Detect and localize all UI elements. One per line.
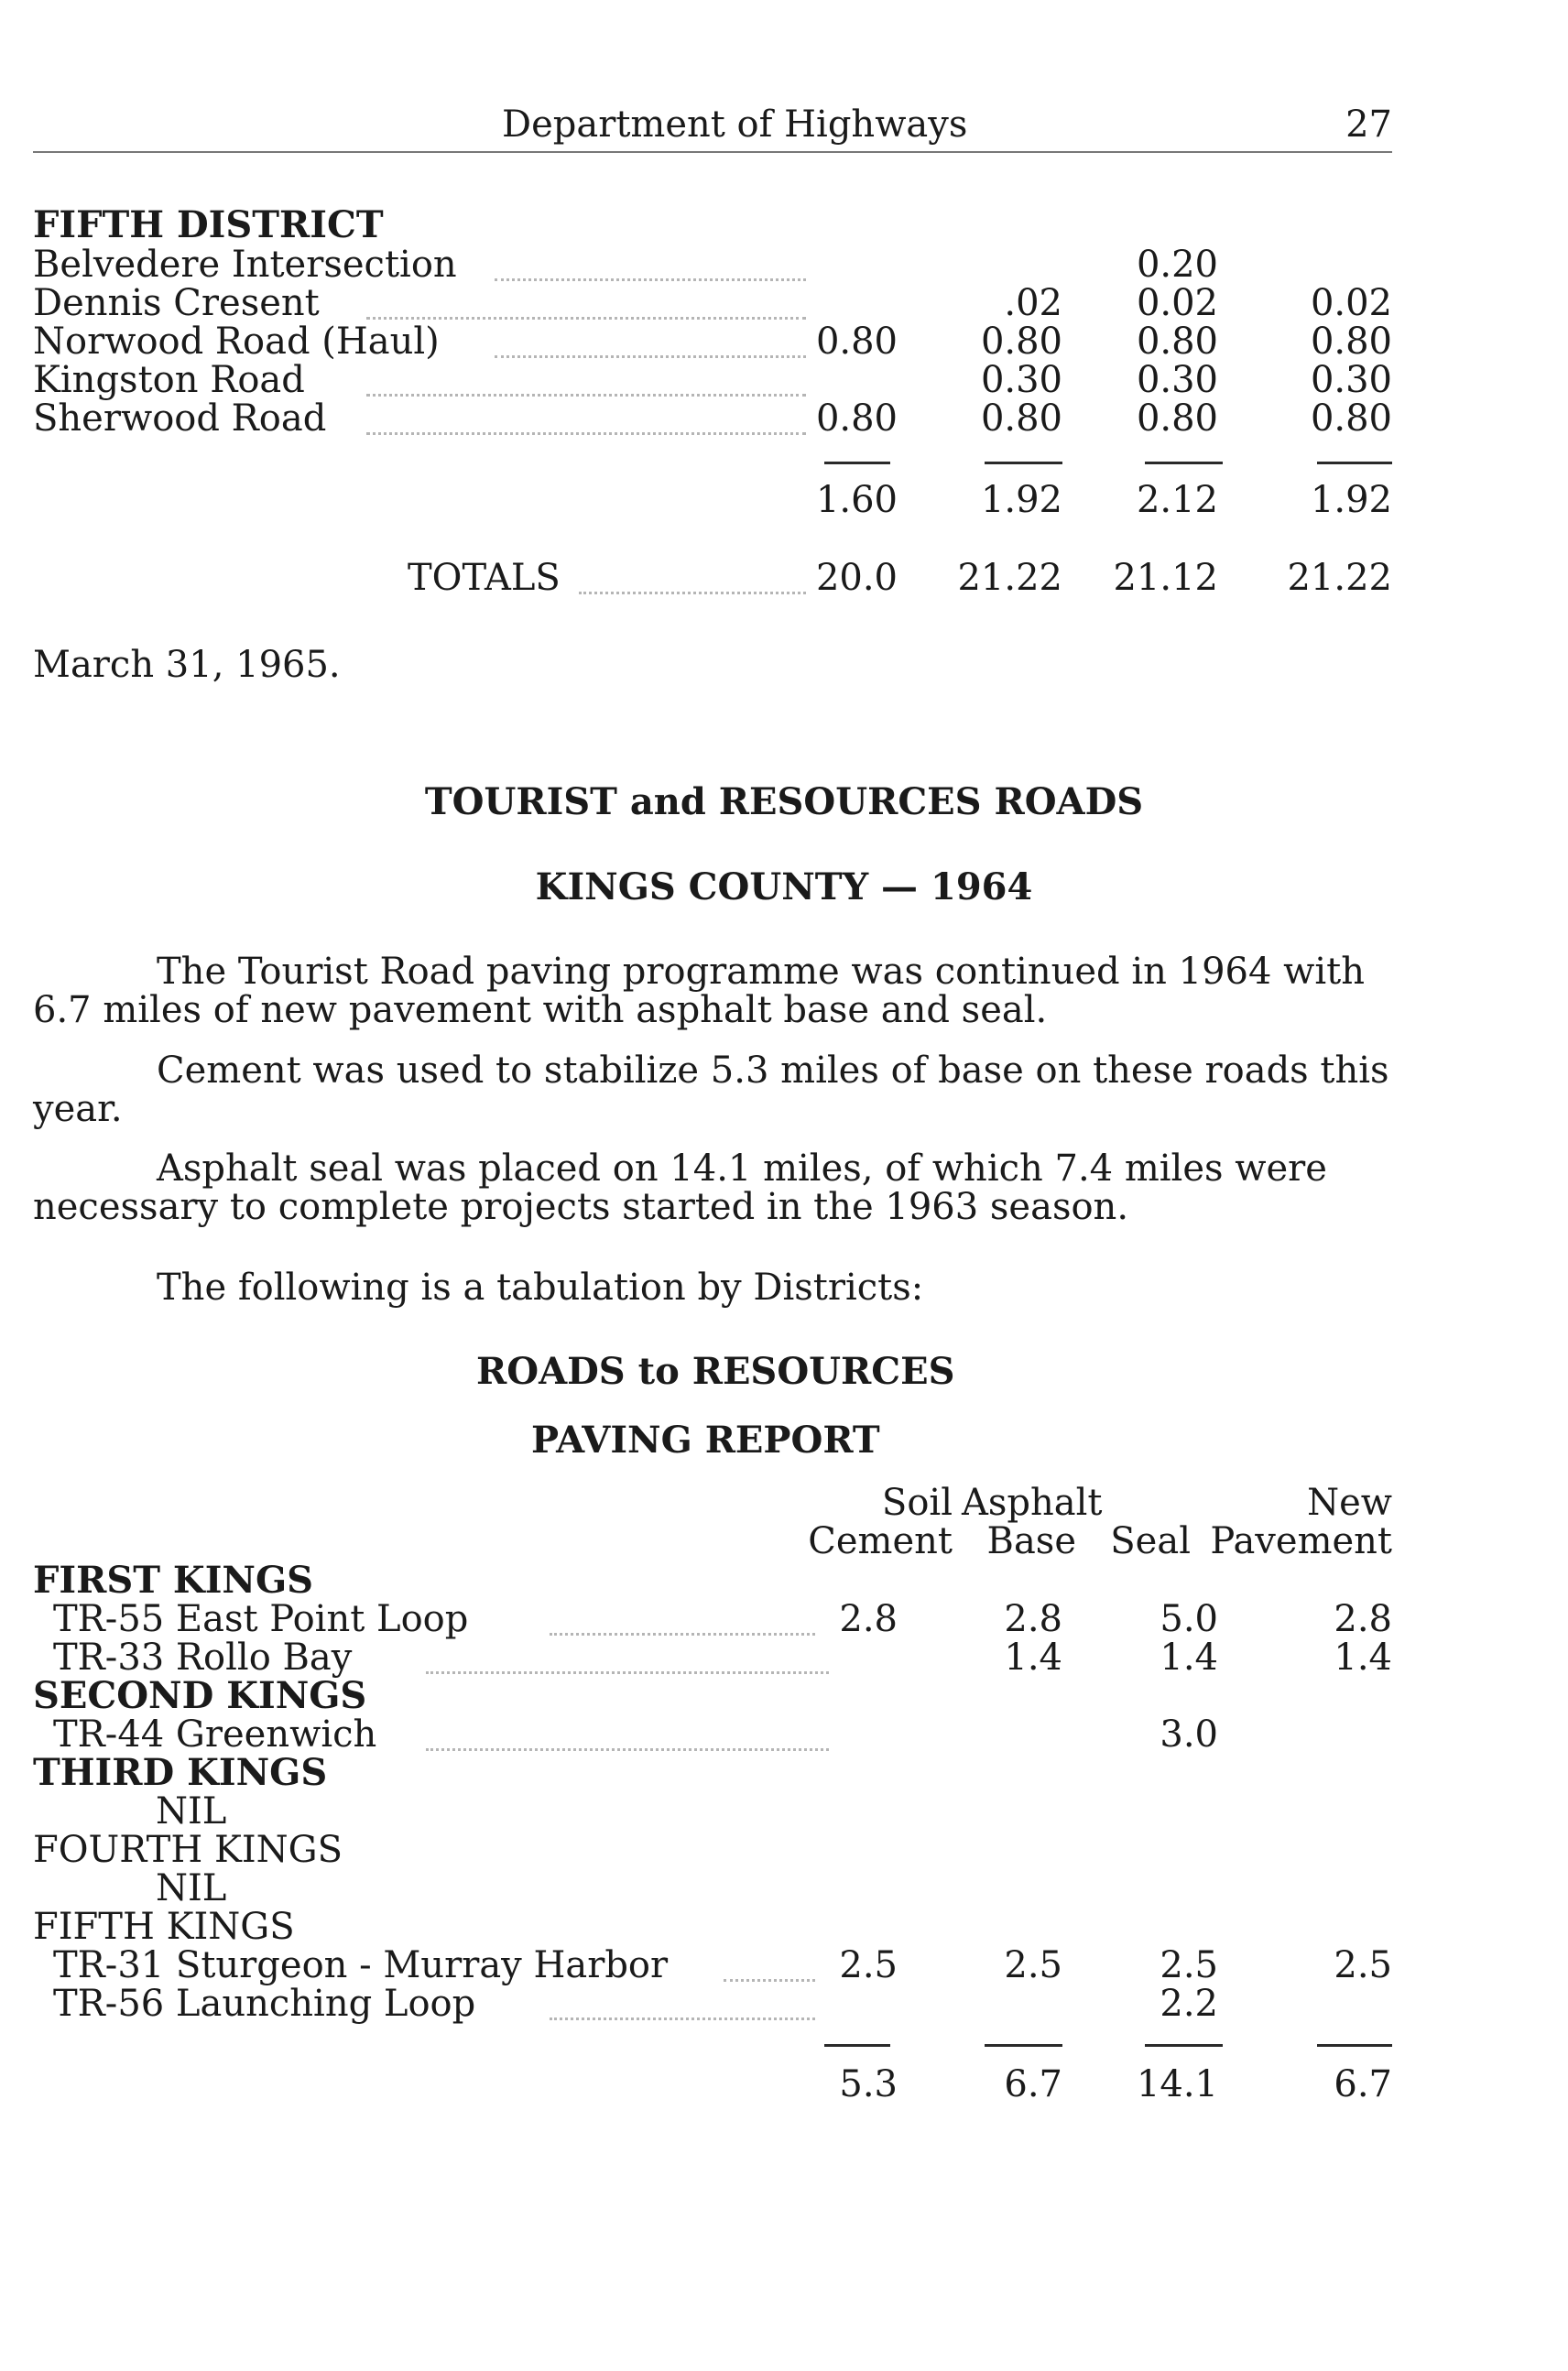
value-col-2: 2.5 (1004, 1944, 1062, 1986)
subtotal-col-3: 2.12 (1136, 479, 1218, 521)
subtotal-col-4: 1.92 (1310, 479, 1392, 521)
row-name: TR-33 Rollo Bay (53, 1637, 353, 1679)
totals-label: TOTALS (408, 557, 561, 599)
column-header-line2: Base (986, 1520, 1076, 1562)
value-col-3: 2.5 (1160, 1944, 1218, 1986)
group-heading: THIRD KINGS (33, 1751, 328, 1794)
row-name: TR-44 Greenwich (53, 1713, 377, 1756)
subtotal-rule (1145, 462, 1223, 464)
group-note: NIL (156, 1790, 227, 1833)
total-rule (985, 2044, 1062, 2047)
value-col-3: 3.0 (1160, 1713, 1218, 1756)
paragraph (33, 952, 1407, 1029)
value-col-2: 2.8 (1004, 1598, 1062, 1640)
total-col-4: 21.22 (1287, 557, 1392, 599)
leader-dots (495, 278, 806, 281)
column-header-line2: Pavement (1210, 1520, 1392, 1562)
column-header-line2: Seal (1110, 1520, 1191, 1562)
paragraph-text: Cement was used to stabilize 5.3 miles of base on these roads this year. (33, 1050, 1389, 1130)
value-col-4: 2.5 (1334, 1944, 1392, 1986)
report-total-col-3: 14.1 (1136, 2063, 1218, 2105)
value-col-4: 1.4 (1334, 1637, 1392, 1679)
paragraph (33, 1149, 1407, 1226)
group-heading: FOURTH KINGS (33, 1829, 343, 1871)
value-col-1: 2.8 (839, 1598, 898, 1640)
value-col-3: 0.30 (1136, 359, 1218, 401)
value-col-4: 2.8 (1334, 1598, 1392, 1640)
group-note: NIL (156, 1867, 227, 1909)
total-col-2: 21.22 (957, 557, 1062, 599)
row-name: Belvedere Intersection (33, 244, 457, 286)
value-col-2: 0.80 (980, 397, 1062, 440)
value-col-4: 0.80 (1310, 397, 1392, 440)
paragraph (33, 1051, 1407, 1128)
leader-dots (366, 317, 806, 320)
section-title: TOURIST and RESOURCES ROADS (424, 780, 1144, 823)
value-col-1: 0.80 (815, 321, 898, 363)
row-name: TR-31 Sturgeon - Murray Harbor (53, 1944, 669, 1986)
total-col-1: 20.0 (815, 557, 898, 599)
group-heading: FIFTH KINGS (33, 1906, 295, 1948)
leader-dots (426, 1748, 829, 1751)
total-rule (1145, 2044, 1223, 2047)
value-col-4: 0.80 (1310, 321, 1392, 363)
column-header-line1: Asphalt (962, 1482, 1103, 1524)
row-name: Dennis Cresent (33, 282, 320, 324)
page-number: 27 (1345, 103, 1392, 146)
leader-dots (426, 1671, 829, 1674)
subtotal-col-1: 1.60 (815, 479, 898, 521)
column-header-line2: Cement (808, 1520, 953, 1562)
leader-dots (366, 432, 806, 435)
report-date: March 31, 1965. (33, 644, 341, 686)
report-total-col-4: 6.7 (1334, 2063, 1392, 2105)
subtotal-rule (985, 462, 1062, 464)
subtotal-rule (1317, 462, 1392, 464)
row-name: Kingston Road (33, 359, 305, 401)
leader-dots (366, 394, 806, 397)
value-col-1: 0.80 (815, 397, 898, 440)
total-col-3: 21.12 (1113, 557, 1218, 599)
section-subtitle: KINGS COUNTY — 1964 (535, 865, 1033, 908)
value-col-2: 0.30 (980, 359, 1062, 401)
value-col-2: 0.80 (980, 321, 1062, 363)
value-col-1: 2.5 (839, 1944, 898, 1986)
paragraph-text: Asphalt seal was placed on 14.1 miles, of which 7.4 miles were necessary to complete projects started in the 1963 season. (33, 1147, 1327, 1228)
report-total-col-2: 6.7 (1004, 2063, 1062, 2105)
total-rule (1317, 2044, 1392, 2047)
leader-dots (550, 2018, 815, 2020)
report-total-col-1: 5.3 (839, 2063, 898, 2105)
subtotal-rule (824, 462, 890, 464)
group-heading: SECOND KINGS (33, 1674, 367, 1717)
fifth-district-heading: FIFTH DISTRICT (33, 203, 384, 246)
value-col-3: 0.02 (1136, 282, 1218, 324)
report-subtitle: PAVING REPORT (531, 1419, 880, 1462)
value-col-2: 1.4 (1004, 1637, 1062, 1679)
value-col-4: 0.02 (1310, 282, 1392, 324)
row-name: TR-55 East Point Loop (53, 1598, 469, 1640)
paragraph-text: The following is a tabulation by Districts: (157, 1267, 924, 1309)
value-col-3: 0.80 (1136, 321, 1218, 363)
row-name: Norwood Road (Haul) (33, 321, 440, 363)
header-rule (33, 151, 1392, 153)
value-col-3: 0.80 (1136, 397, 1218, 440)
column-header-line1: Soil (881, 1482, 953, 1524)
subtotal-col-2: 1.92 (980, 479, 1062, 521)
value-col-3: 2.2 (1160, 1983, 1218, 2025)
total-rule (824, 2044, 890, 2047)
running-header-title: Department of Highways (502, 103, 968, 146)
value-col-3: 5.0 (1160, 1598, 1218, 1640)
value-col-3: 0.20 (1136, 244, 1218, 286)
paragraph (33, 1268, 1407, 1307)
value-col-4: 0.30 (1310, 359, 1392, 401)
column-header-line1: New (1307, 1482, 1392, 1524)
leader-dots (495, 355, 806, 358)
row-name: Sherwood Road (33, 397, 327, 440)
group-heading: FIRST KINGS (33, 1559, 314, 1602)
value-col-3: 1.4 (1160, 1637, 1218, 1679)
value-col-2: .02 (1004, 282, 1062, 324)
report-title: ROADS to RESOURCES (476, 1350, 955, 1393)
paragraph-text: The Tourist Road paving programme was continued in 1964 with 6.7 miles of new pavement with asphalt base and seal. (33, 951, 1366, 1031)
row-name: TR-56 Launching Loop (53, 1983, 476, 2025)
